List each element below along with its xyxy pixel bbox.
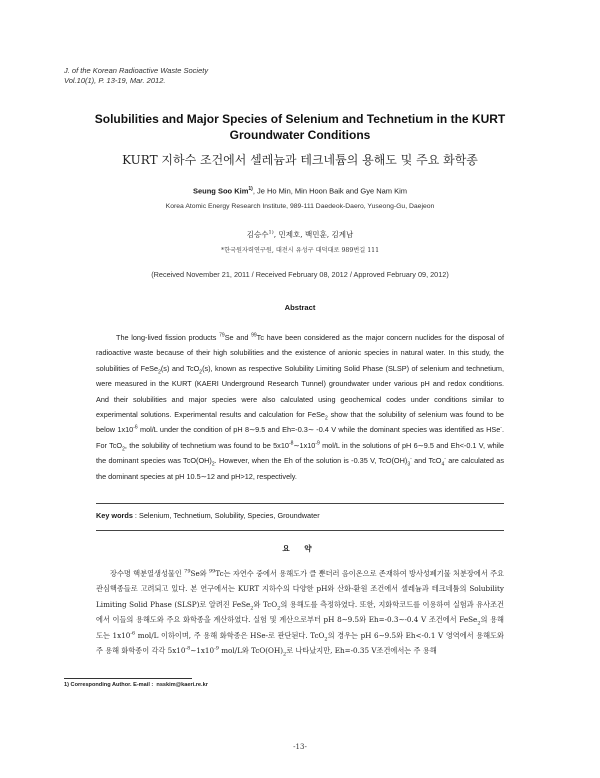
korean-title: KURT 지하수 조건에서 셀레늄과 테크네튬의 용해도 및 주요 화학종 (122, 153, 478, 167)
abstract-paragraph: The long-lived fission products $^{79}$Se and $^{99}$Tc have been considered as the major concern nuclides for the disposal of radioactive waste because of their high solubilities and the existence of anionic species in natural water. In this study, the solubilities of FeSe$_2$(s) and TcO$_2$(s), known as respective Solubility Limiting Solid Phase (SLSP) of selenium and technetium, were measured in the KURT (KAERI Underground Research Tunnel) groundwater under various pH and redox conditions. And their solubilities and major species were also calculated using geochemical codes under conditions similar to experimental solutions. Experimental results and calculation for FeSe$_2$ show that the solubility of selenium was found to be below $1x10^{-6}$ mol/L under the condition of pH 8∼9.5 and Eh=-0.3∼ -0.4 V while the dominant species was identified as HSe-. For TcO$_2$, the solubility of technetium was found to be $5x10^{-8}\sim 1x10^{-9}$ mol/L in the solutions of pH 6∼9.5 and Eh<-0.1 V, while the dominant species was $TcO(OH)_2$. However, when the Eh of the solution is -0.35 V, $TcO(OH)_3^-$ and TcO$_4$- are calculated as the dominant species at pH 10.5∼12 and pH>12, respectively. (96, 332, 504, 481)
korean-authors (60, 229, 540, 240)
korean-abstract-body (96, 566, 504, 658)
co-authors: , Je Ho Min, Min Hoon Baik and Gye Nam Kim (252, 186, 408, 196)
english-title-line1: Solubilities and Major Species of Selenium and Technetium in the KURT (94, 112, 506, 126)
english-title (90, 111, 510, 143)
journal-citation (64, 66, 208, 86)
first-author: Seung Soo Kim (192, 186, 249, 196)
keywords-value: Selenium, Technetium, Solubility, Species, Groundwater (139, 511, 320, 520)
korean-author-footnote-mark: 1) (268, 229, 274, 236)
journal-name: J. of the Korean Radioactive Waste Society (64, 66, 209, 75)
korean-abstract-heading: 요 약 (282, 544, 318, 553)
abstract-heading: Abstract (284, 303, 316, 312)
keywords-top-divider (96, 503, 504, 504)
korean-co-authors: , 민제호, 백민훈, 김계남 (273, 230, 354, 239)
received-dates: (Received November 21, 2011 / Received February 08, 2012 / Approved February 09, 2012) (151, 270, 449, 279)
page-number: -13- (293, 743, 307, 751)
footnote-label: 1) Corresponding Author. E-mail : (64, 682, 154, 688)
korean-affiliation: *한국원자력연구원, 대전시 유성구 대덕대로 989번길 111 (220, 247, 380, 254)
keywords-separator: : (132, 511, 139, 520)
english-affiliation: Korea Atomic Energy Research Institute, 989-111 Daedeok-Daero, Yuseong-Gu, Daejeon (165, 203, 435, 210)
keywords-bottom-divider (96, 530, 504, 531)
keywords-line (96, 511, 504, 520)
korean-abstract-paragraph: 장수명 핵분열생성물인 $^{79}$Se와 $^{99}$Tc는 자연수 중에서 용해도가 클 뿐더러 음이온으로 존재하여 방사성폐기물 처분장에서 주요 관심핵종들로 고려되고 있다. 본 연구에서는 KURT 지하수의 다양한 pH와 산화-환원 조건에서 셀레늄과 테크네튬의 Solubility Limiting Solid Phase (SLSP)로 알려진 FeSe$_2$와 TcO$_2$의 용해도를 측정하였다. 또한, 지화학코드를 이용하여 실험과 유사조건에서 이들의 용해도와 주요 화학종을 계산하였다. 실험 및 계산으로부터 pH 8∼9.5와 Eh=-0.3∼-0.4 V 조건에서 FeSe$_2$의 용해도는 $1x10^{-6}$ mol/L 이하이며, 주 용해 화학종은 HSe-로 판단된다. TcO$_2$의 경우는 pH 6∼9.5와 Eh<-0.1 V 영역에서 용해도와 주 용해 화학종이 각각 $5x10^{-8}\sim 1x10^{-9}$ mol/L와 $TcO(OH)_2$로 나타났지만, Eh=-0.35 V조건에서는 주 용해 (96, 568, 504, 658)
keywords-label: Key words (96, 511, 133, 520)
footnote-email[interactable]: nsskim@kaeri.re.kr (156, 682, 208, 688)
journal-volume: Vol.10(1), P. 13-19, Mar. 2012. (64, 76, 166, 85)
korean-first-author: 김승수 (246, 230, 269, 239)
corresponding-author-footnote (64, 682, 208, 688)
english-authors (60, 186, 540, 196)
abstract-body (96, 330, 504, 484)
footnote-divider (64, 678, 192, 679)
author-footnote-mark: 1) (248, 186, 253, 192)
english-title-line2: Groundwater Conditions (229, 128, 371, 142)
